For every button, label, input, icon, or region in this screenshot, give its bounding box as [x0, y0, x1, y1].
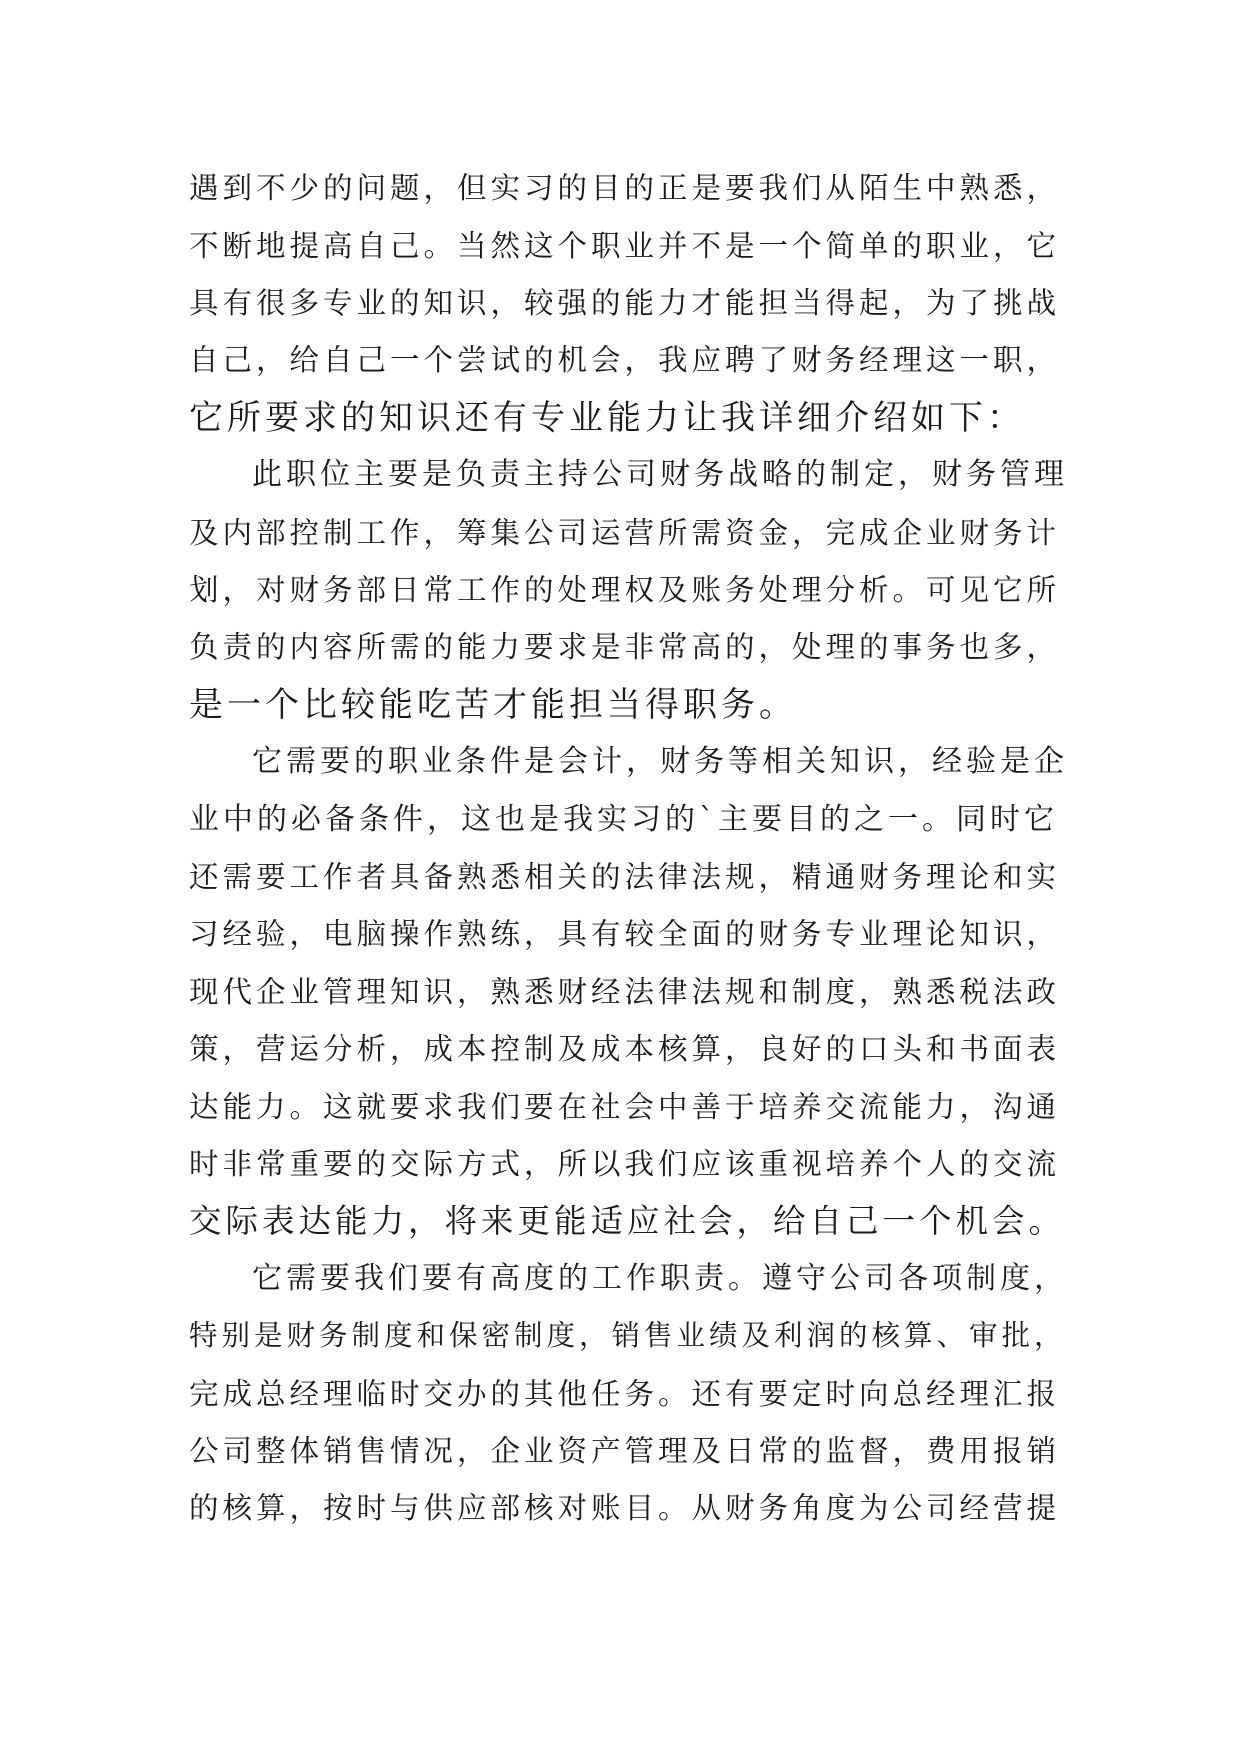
paragraph-first-line: 它需要我们要有高度的工作职责。遵守公司各项制度，	[252, 1261, 1068, 1296]
text-line: 时非常重要的交际方式，所以我们应该重视培养个人的交流	[189, 1147, 1061, 1181]
text-line: 遇到不少的问题，但实习的目的正是要我们从陌生中熟悉，	[189, 171, 1061, 205]
text-line: 业中的必备条件，这也是我实习的`主要目的之一。同时它	[189, 802, 1058, 837]
text-line: 是一个比较能吃苦才能担当得职务。	[189, 685, 797, 725]
text-line: 具有很多专业的知识，较强的能力才能担当得起，为了挑战	[189, 286, 1061, 320]
text-line: 负责的内容所需的能力要求是非常高的，处理的事务也多，	[189, 630, 1061, 664]
text-line: 达能力。这就要求我们要在社会中善于培养交流能力，沟通	[189, 1090, 1061, 1124]
text-line: 的核算，按时与供应部核对账目。从财务角度为公司经营提	[189, 1491, 1061, 1525]
text-line: 公司整体销售情况，企业资产管理及日常的监督，费用报销	[189, 1434, 1061, 1468]
text-line: 现代企业管理知识，熟悉财经法律法规和制度，熟悉税法政	[189, 975, 1061, 1009]
text-line: 及内部控制工作，筹集公司运营所需资金，完成企业财务计	[189, 516, 1061, 550]
text-line: 完成总经理临时交办的其他任务。还有要定时向总经理汇报	[189, 1377, 1061, 1411]
text-line: 不断地提高自己。当然这个职业并不是一个简单的职业，它	[189, 229, 1061, 263]
paragraph-first-line: 它需要的职业条件是会计，财务等相关知识，经验是企	[252, 744, 1068, 779]
text-line: 特别是财务制度和保密制度，销售业绩及利润的核算、审批，	[189, 1319, 1067, 1352]
text-line: 自己，给自己一个尝试的机会，我应聘了财务经理这一职，	[189, 343, 1061, 377]
text-line: 策，营运分析，成本控制及成本核算，良好的口头和书面表	[189, 1032, 1061, 1066]
text-line: 还需要工作者具备熟悉相关的法律法规，精通财务理论和实	[189, 860, 1061, 894]
text-line: 它所要求的知识还有专业能力让我详细介绍如下：	[189, 398, 1025, 438]
text-line: 划，对财务部日常工作的处理权及账务处理分析。可见它所	[189, 573, 1061, 607]
text-line: 习经验，电脑操作熟练，具有较全面的财务专业理论知识，	[189, 917, 1061, 951]
text-line: 交际表达能力，将来更能适应社会，给自己一个机会。	[189, 1202, 1066, 1240]
paragraph-first-line: 此职位主要是负责主持公司财务战略的制定，财务管理	[252, 457, 1068, 492]
